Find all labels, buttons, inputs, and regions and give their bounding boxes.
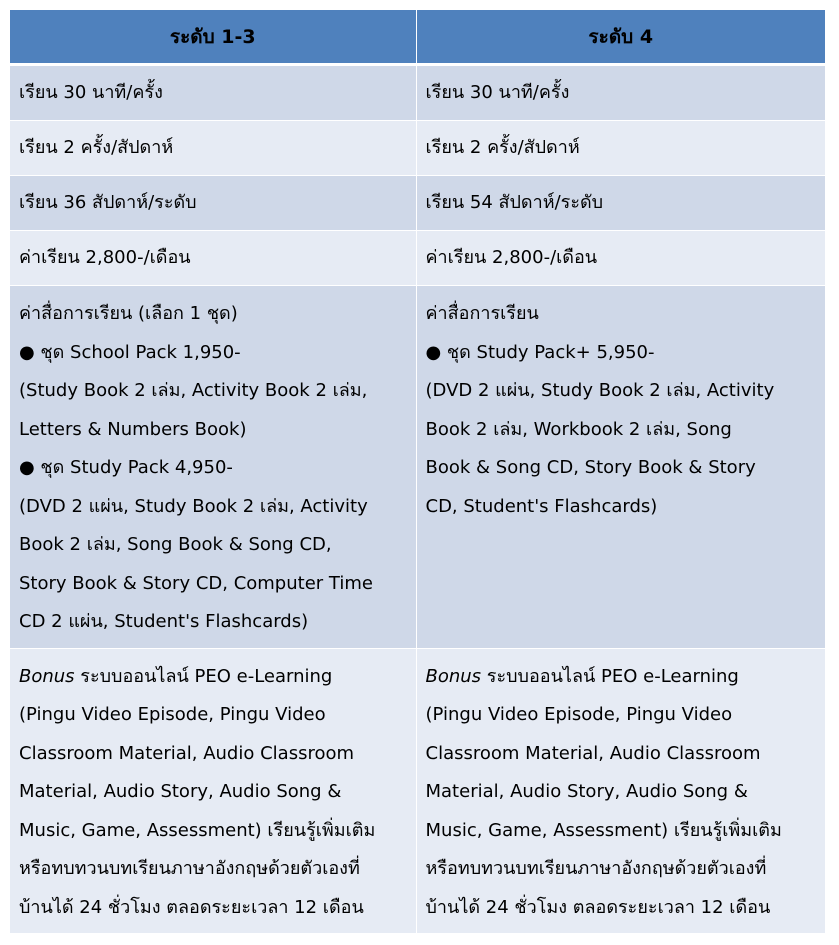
pricing-comparison-table (10, 10, 825, 934)
materials-line: Book 2 เล่ม, Song Book & Song CD, (19, 534, 332, 555)
bonus-line: บ้านได้ 24 ชั่วโมง ตลอดระยะเวลา 12 เดือน (425, 896, 771, 918)
table-row-weeks (10, 176, 825, 231)
table-row-duration (10, 65, 825, 121)
materials-line: (DVD 2 แผ่น, Study Book 2 เล่ม, Activity (425, 380, 775, 401)
table-header-row (10, 10, 825, 65)
materials-level-4 (416, 286, 825, 649)
bonus-line: (Pingu Video Episode, Pingu Video (425, 704, 733, 725)
bonus-intro: ระบบออนไลน์ PEO e-Learning (74, 665, 333, 687)
materials-line: Book 2 เล่ม, Workbook 2 เล่ม, Song (425, 418, 732, 440)
materials-level-1-3 (10, 286, 416, 649)
materials-line: ค่าสื่อการเรียน (425, 303, 539, 324)
cell-level-1-3: เรียน 36 สัปดาห์/ระดับ (10, 176, 416, 231)
bonus-intro: ระบบออนไลน์ PEO e-Learning (481, 665, 739, 687)
materials-line: ● ชุด Study Pack+ 5,950- (425, 341, 655, 363)
bonus-line: Material, Audio Story, Audio Song & (19, 781, 342, 802)
materials-line: ● ชุด School Pack 1,950- (19, 341, 241, 363)
cell-level-1-3: ค่าเรียน 2,800-/เดือน (10, 231, 416, 286)
materials-line: Letters & Numbers Book) (19, 418, 247, 440)
bonus-line: Material, Audio Story, Audio Song & (425, 781, 748, 802)
materials-line: ค่าสื่อการเรียน (เลือก 1 ชุด) (19, 303, 238, 324)
cell-level-4: เรียน 54 สัปดาห์/ระดับ (416, 176, 825, 231)
cell-level-4: เรียน 2 ครั้ง/สัปดาห์ (416, 121, 825, 176)
bonus-line (426, 658, 817, 697)
materials-line: Book & Song CD, Story Book & Story (425, 457, 756, 478)
bonus-line: Music, Game, Assessment) เรียนรู้เพิ่มเติม (425, 819, 782, 841)
cell-level-4: ค่าเรียน 2,800-/เดือน (416, 231, 825, 286)
materials-line: ● ชุด Study Pack 4,950- (19, 457, 233, 478)
bonus-level-4 (416, 648, 825, 934)
table-row-frequency (10, 121, 825, 176)
materials-line: CD 2 แผ่น, Student's Flashcards) (19, 611, 309, 632)
table-row-tuition (10, 231, 825, 286)
materials-line: CD, Student's Flashcards) (425, 495, 658, 517)
header-level-4: ระดับ 4 (416, 10, 825, 65)
header-level-1-3: ระดับ 1-3 (10, 10, 416, 65)
bonus-line: หรือทบทวนบทเรียนภาษาอังกฤษด้วยตัวเองที่ (19, 858, 360, 879)
bonus-line: บ้านได้ 24 ชั่วโมง ตลอดระยะเวลา 12 เดือน (19, 896, 364, 918)
materials-line: (Study Book 2 เล่ม, Activity Book 2 เล่ม, (19, 380, 368, 401)
bonus-label: Bonus (425, 665, 482, 687)
materials-line: Story Book & Story CD, Computer Time (19, 572, 373, 594)
bonus-line: Classroom Material, Audio Classroom (19, 742, 355, 764)
bonus-line: Music, Game, Assessment) เรียนรู้เพิ่มเติม (19, 819, 376, 841)
bonus-label: Bonus (19, 665, 75, 687)
bonus-line: (Pingu Video Episode, Pingu Video (19, 704, 326, 725)
bonus-line: Classroom Material, Audio Classroom (425, 742, 761, 764)
cell-level-1-3: เรียน 30 นาที/ครั้ง (10, 65, 416, 121)
bonus-level-1-3 (10, 648, 416, 934)
cell-level-4: เรียน 30 นาที/ครั้ง (416, 65, 825, 121)
cell-level-1-3: เรียน 2 ครั้ง/สัปดาห์ (10, 121, 416, 176)
table-row-materials (10, 286, 825, 649)
bonus-line: หรือทบทวนบทเรียนภาษาอังกฤษด้วยตัวเองที่ (425, 858, 767, 879)
materials-line: (DVD 2 แผ่น, Study Book 2 เล่ม, Activity (19, 495, 368, 517)
bonus-line (19, 658, 407, 697)
table-row-bonus (10, 648, 825, 934)
